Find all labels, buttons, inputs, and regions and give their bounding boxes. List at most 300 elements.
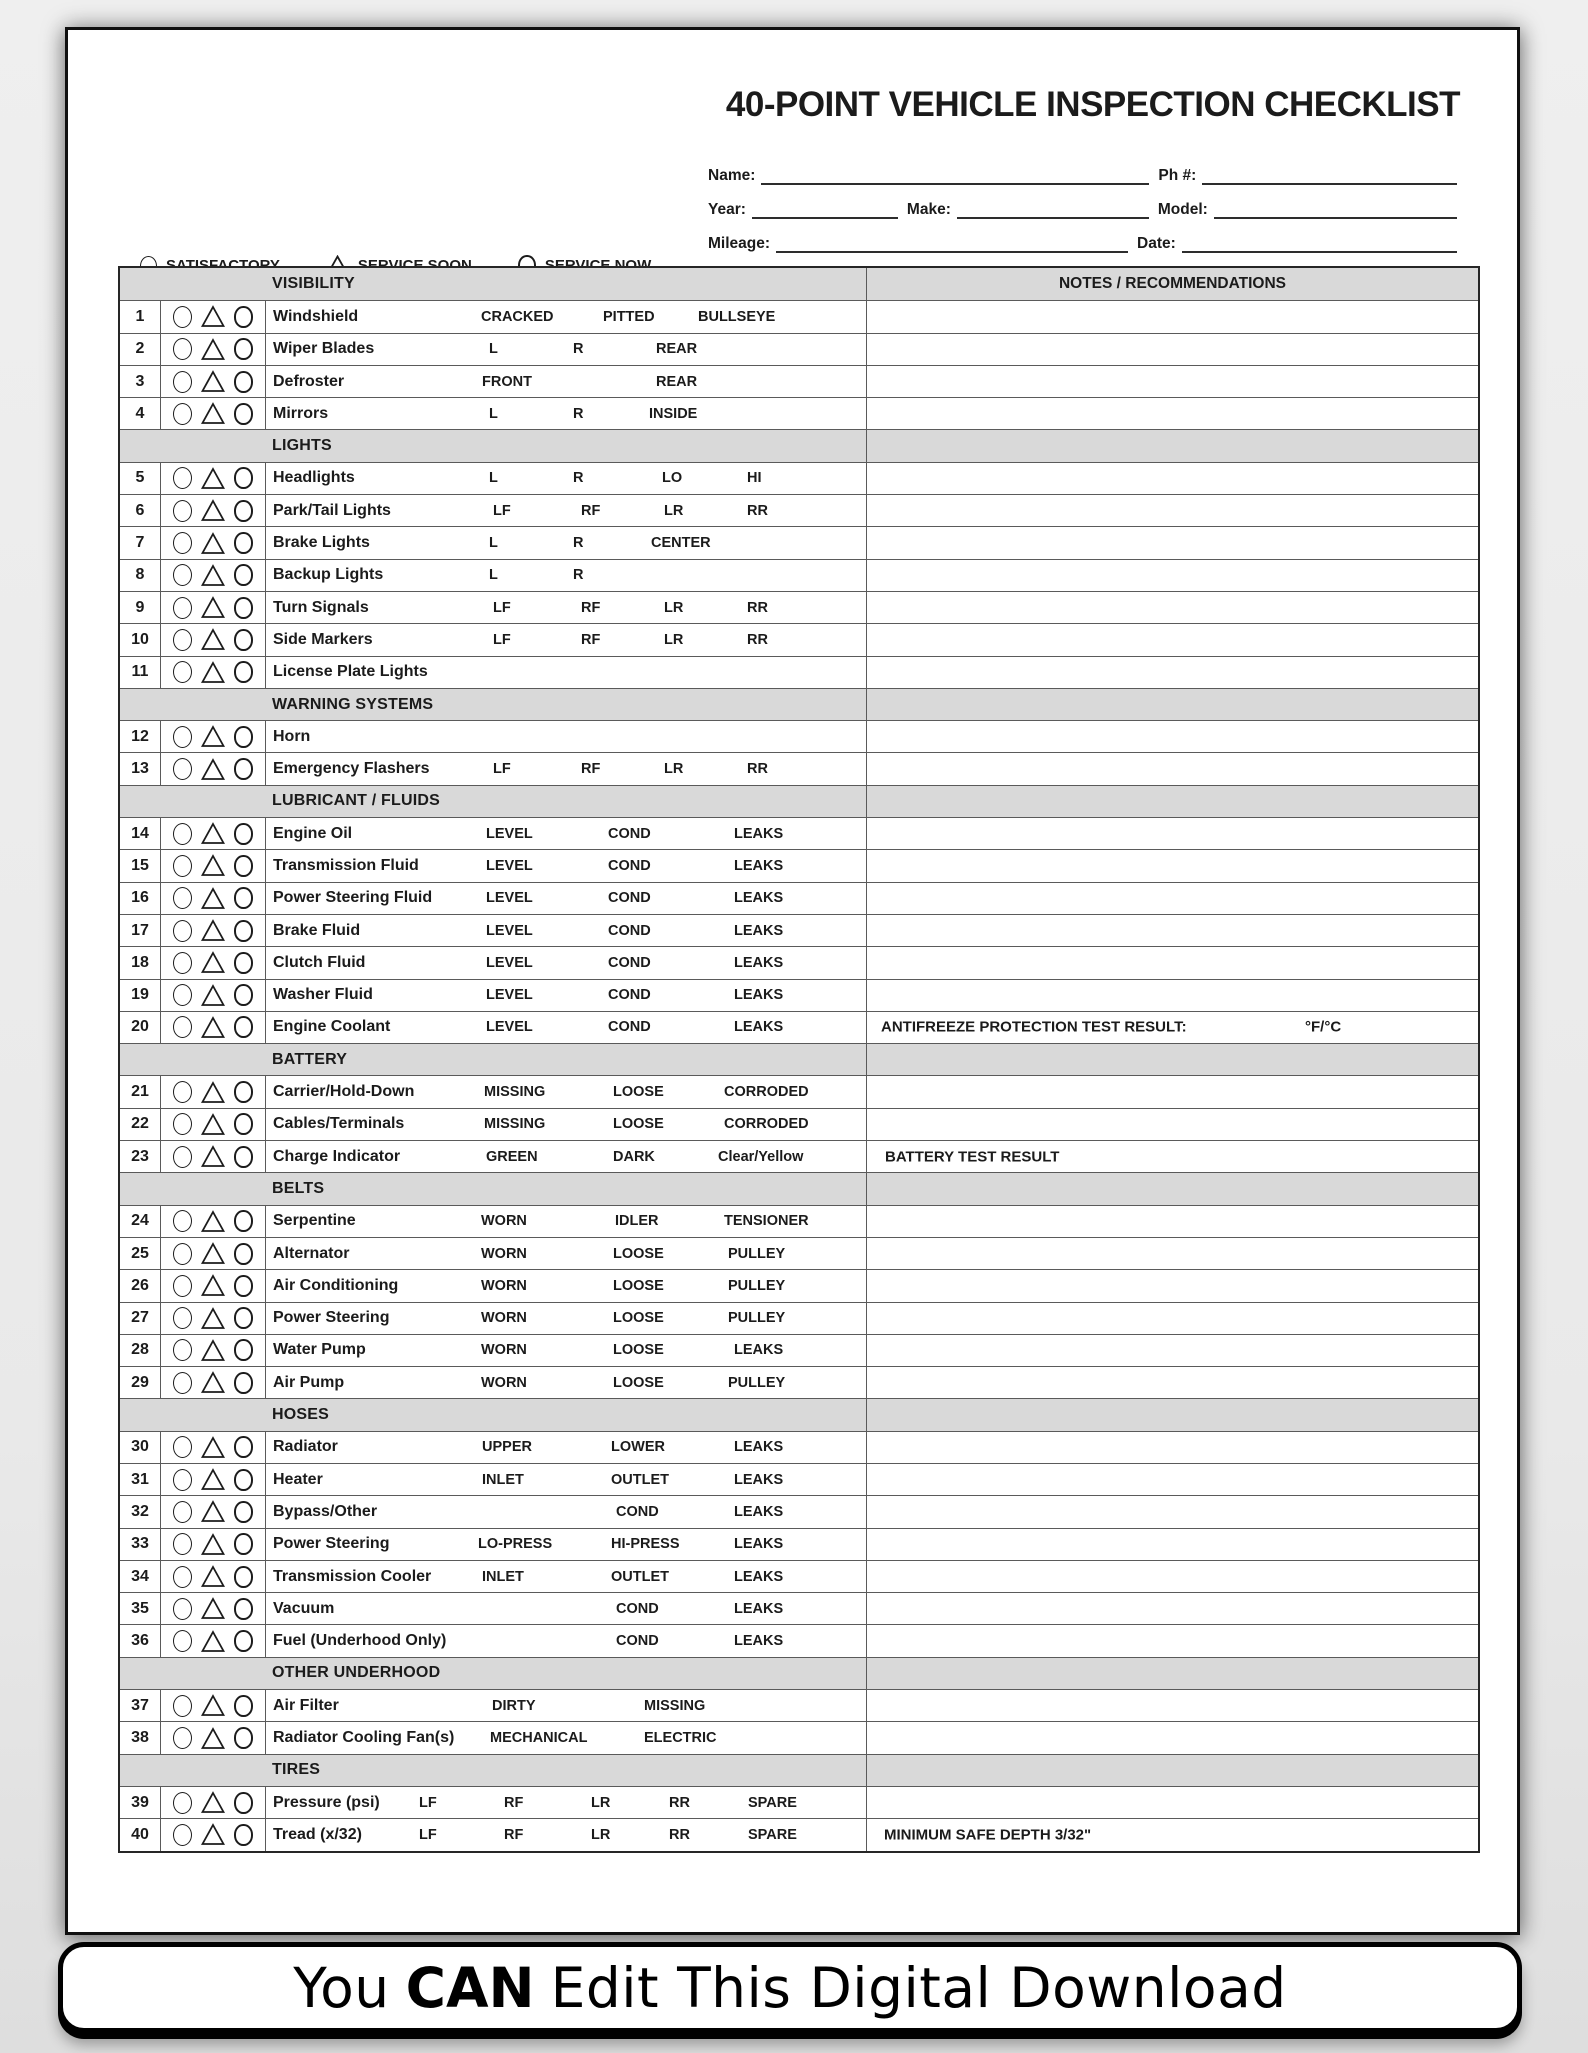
service-soon-triangle-icon[interactable]: [201, 402, 225, 425]
checklist-row: [120, 1592, 1478, 1624]
service-soon-triangle-icon[interactable]: [201, 1339, 225, 1362]
row-number: 33: [120, 1529, 161, 1560]
service-soon-triangle-icon[interactable]: [201, 1565, 225, 1588]
notes-cell[interactable]: [866, 1529, 1478, 1560]
satisfactory-circle-icon[interactable]: [173, 1372, 192, 1394]
condition-label: LEAKS: [734, 890, 784, 907]
condition-label: LEVEL: [486, 857, 533, 874]
mileage-field-line[interactable]: [776, 228, 1128, 253]
service-soon-triangle-icon[interactable]: [201, 854, 225, 877]
note-text: BATTERY TEST RESULT: [885, 1148, 1060, 1166]
item-cell: [266, 1561, 866, 1592]
satisfactory-circle-icon[interactable]: [173, 1792, 192, 1814]
section-header-row: [120, 1754, 1478, 1786]
service-soon-triangle-icon[interactable]: [201, 338, 225, 361]
service-now-circle-icon[interactable]: [234, 1339, 253, 1361]
condition-label: UPPER: [482, 1439, 532, 1456]
condition-label: DARK: [613, 1148, 655, 1165]
service-now-circle-icon[interactable]: [234, 1566, 253, 1588]
service-now-circle-icon[interactable]: [234, 920, 253, 942]
service-now-circle-icon[interactable]: [234, 1533, 253, 1555]
service-now-circle-icon[interactable]: [234, 1792, 253, 1814]
service-soon-triangle-icon[interactable]: [201, 1823, 225, 1846]
notes-cell[interactable]: [866, 1690, 1478, 1721]
item-name: Park/Tail Lights: [273, 501, 391, 519]
satisfactory-circle-icon[interactable]: [173, 1339, 192, 1361]
service-soon-triangle-icon[interactable]: [201, 1016, 225, 1039]
page-title: 40-POINT VEHICLE INSPECTION CHECKLIST: [725, 85, 1460, 124]
notes-cell[interactable]: [866, 753, 1478, 784]
row-number: 9: [120, 592, 161, 623]
satisfactory-circle-icon[interactable]: [173, 1630, 192, 1652]
notes-cell[interactable]: [866, 1238, 1478, 1269]
item-cell: [266, 883, 866, 914]
condition-label: LF: [419, 1794, 437, 1811]
condition-label: R: [573, 405, 584, 422]
service-now-circle-icon[interactable]: [234, 403, 253, 425]
satisfactory-circle-icon[interactable]: [173, 758, 192, 780]
condition-label: L: [489, 470, 498, 487]
notes-cell[interactable]: [866, 1076, 1478, 1107]
condition-label: RR: [747, 761, 768, 778]
service-now-circle-icon[interactable]: [234, 1598, 253, 1620]
note-text: °F/°C: [1305, 1018, 1342, 1036]
service-soon-triangle-icon[interactable]: [201, 1500, 225, 1523]
condition-label: INLET: [482, 1568, 524, 1585]
satisfactory-circle-icon[interactable]: [173, 467, 192, 489]
service-soon-triangle-icon[interactable]: [201, 1436, 225, 1459]
satisfactory-circle-icon[interactable]: [173, 564, 192, 586]
service-soon-triangle-icon[interactable]: [201, 1113, 225, 1136]
service-soon-triangle-icon[interactable]: [201, 305, 225, 328]
service-soon-triangle-icon[interactable]: [201, 370, 225, 393]
item-cell: [266, 366, 866, 397]
condition-label: RF: [581, 599, 601, 616]
banner-text-post: Edit This Digital Download: [550, 1955, 1287, 2020]
notes-cell[interactable]: [866, 463, 1478, 494]
row-number: 1: [120, 301, 161, 332]
item-name: Defroster: [273, 372, 345, 390]
checklist-row: [120, 1108, 1478, 1140]
service-now-circle-icon[interactable]: [234, 629, 253, 651]
notes-cell[interactable]: [866, 1722, 1478, 1753]
row-number: 2: [120, 334, 161, 365]
item-name: Cables/Terminals: [273, 1115, 405, 1133]
service-now-circle-icon[interactable]: [234, 564, 253, 586]
section-notes-cell: [866, 1658, 1478, 1689]
satisfactory-circle-icon[interactable]: [173, 1598, 192, 1620]
condition-label: LEAKS: [734, 1633, 784, 1650]
section-title: BELTS: [272, 1179, 325, 1197]
rating-symbols: [161, 1561, 266, 1592]
condition-label: R: [573, 567, 584, 584]
item-name: Engine Oil: [273, 824, 353, 842]
notes-cell[interactable]: [866, 915, 1478, 946]
service-soon-triangle-icon[interactable]: [201, 1597, 225, 1620]
service-soon-triangle-icon[interactable]: [201, 564, 225, 587]
notes-cell[interactable]: [866, 560, 1478, 591]
service-soon-triangle-icon[interactable]: [201, 919, 225, 942]
notes-cell[interactable]: [866, 1819, 1478, 1850]
notes-cell[interactable]: [866, 1335, 1478, 1366]
satisfactory-circle-icon[interactable]: [173, 1016, 192, 1038]
row-number: 36: [120, 1625, 161, 1656]
section-header-row: [120, 268, 1478, 300]
service-soon-triangle-icon[interactable]: [201, 1533, 225, 1556]
rating-symbols: [161, 657, 266, 688]
condition-label: L: [489, 341, 498, 358]
satisfactory-circle-icon[interactable]: [173, 1146, 192, 1168]
service-now-circle-icon[interactable]: [234, 1210, 253, 1232]
item-cell: [266, 1593, 866, 1624]
condition-label: WORN: [481, 1374, 527, 1391]
item-cell: [266, 753, 866, 784]
item-cell: [266, 1722, 866, 1753]
satisfactory-circle-icon[interactable]: [173, 306, 192, 328]
service-soon-triangle-icon[interactable]: [201, 661, 225, 684]
notes-cell[interactable]: [866, 1593, 1478, 1624]
notes-cell[interactable]: [866, 1270, 1478, 1301]
condition-label: GREEN: [486, 1148, 538, 1165]
notes-cell[interactable]: [866, 1432, 1478, 1463]
service-soon-triangle-icon[interactable]: [201, 758, 225, 781]
section-title: LUBRICANT / FLUIDS: [272, 792, 441, 810]
satisfactory-circle-icon[interactable]: [173, 1501, 192, 1523]
notes-cell[interactable]: [866, 366, 1478, 397]
satisfactory-circle-icon[interactable]: [173, 823, 192, 845]
rating-symbols: [161, 527, 266, 558]
checklist-row: [120, 494, 1478, 526]
row-number: 26: [120, 1270, 161, 1301]
notes-cell[interactable]: [866, 947, 1478, 978]
condition-label: RR: [747, 502, 768, 519]
item-name: Serpentine: [273, 1212, 356, 1230]
service-soon-triangle-icon[interactable]: [201, 499, 225, 522]
condition-label: SPARE: [748, 1826, 797, 1843]
service-now-circle-icon[interactable]: [234, 1243, 253, 1265]
model-field-line[interactable]: [1214, 194, 1457, 219]
satisfactory-circle-icon[interactable]: [173, 1566, 192, 1588]
notes-cell[interactable]: [866, 1561, 1478, 1592]
checklist-row: [120, 1237, 1478, 1269]
service-now-circle-icon[interactable]: [234, 1695, 253, 1717]
satisfactory-circle-icon[interactable]: [173, 338, 192, 360]
item-cell: [266, 334, 866, 365]
service-now-circle-icon[interactable]: [234, 1469, 253, 1491]
service-now-circle-icon[interactable]: [234, 338, 253, 360]
service-now-circle-icon[interactable]: [234, 467, 253, 489]
row-number: 37: [120, 1690, 161, 1721]
satisfactory-circle-icon[interactable]: [173, 1533, 192, 1555]
service-soon-triangle-icon[interactable]: [201, 1307, 225, 1330]
item-cell: [266, 1303, 866, 1334]
notes-cell[interactable]: [866, 527, 1478, 558]
satisfactory-circle-icon[interactable]: [173, 1113, 192, 1135]
notes-cell[interactable]: [866, 301, 1478, 332]
service-now-circle-icon[interactable]: [234, 532, 253, 554]
service-soon-triangle-icon[interactable]: [201, 1371, 225, 1394]
service-now-circle-icon[interactable]: [234, 1372, 253, 1394]
satisfactory-circle-icon[interactable]: [173, 984, 192, 1006]
condition-label: Clear/Yellow: [718, 1148, 804, 1165]
item-name: Power Steering: [273, 1309, 390, 1327]
item-cell: [266, 1496, 866, 1527]
notes-cell[interactable]: [866, 1303, 1478, 1334]
satisfactory-circle-icon[interactable]: [173, 855, 192, 877]
service-now-circle-icon[interactable]: [234, 661, 253, 683]
satisfactory-circle-icon[interactable]: [173, 500, 192, 522]
row-number: 38: [120, 1722, 161, 1753]
banner-text-bold: CAN: [405, 1955, 535, 2020]
checklist-row: [120, 1689, 1478, 1721]
date-label: Date:: [1137, 235, 1176, 252]
condition-label: LO-PRESS: [478, 1536, 553, 1553]
condition-label: DIRTY: [492, 1697, 536, 1714]
notes-cell[interactable]: [866, 883, 1478, 914]
make-field-line[interactable]: [957, 194, 1149, 219]
rating-symbols: [161, 495, 266, 526]
satisfactory-circle-icon[interactable]: [173, 1695, 192, 1717]
service-soon-triangle-icon[interactable]: [201, 532, 225, 555]
satisfactory-circle-icon[interactable]: [173, 1081, 192, 1103]
notes-cell[interactable]: [866, 850, 1478, 881]
notes-cell[interactable]: [866, 818, 1478, 849]
year-field-line[interactable]: [752, 194, 898, 219]
item-cell: [266, 1141, 866, 1172]
satisfactory-circle-icon[interactable]: [173, 371, 192, 393]
service-now-circle-icon[interactable]: [234, 1727, 253, 1749]
item-name: Power Steering Fluid: [273, 889, 433, 907]
service-now-circle-icon[interactable]: [234, 984, 253, 1006]
row-number: 13: [120, 753, 161, 784]
service-soon-triangle-icon[interactable]: [201, 628, 225, 651]
service-now-circle-icon[interactable]: [234, 1630, 253, 1652]
notes-cell[interactable]: [866, 1109, 1478, 1140]
row-number: 28: [120, 1335, 161, 1366]
checklist-page: [65, 27, 1520, 1935]
service-now-circle-icon[interactable]: [234, 726, 253, 748]
notes-cell[interactable]: [866, 1367, 1478, 1398]
notes-cell[interactable]: [866, 334, 1478, 365]
condition-label: LEAKS: [734, 1600, 784, 1617]
row-number: 27: [120, 1303, 161, 1334]
notes-cell[interactable]: [866, 1464, 1478, 1495]
item-name: Heater: [273, 1470, 323, 1488]
service-now-circle-icon[interactable]: [234, 758, 253, 780]
section-title: WARNING SYSTEMS: [272, 695, 434, 713]
condition-label: LEAKS: [734, 922, 784, 939]
condition-label: LEAKS: [734, 1536, 784, 1553]
service-now-circle-icon[interactable]: [234, 371, 253, 393]
condition-label: HI-PRESS: [611, 1536, 680, 1553]
item-name: Air Pump: [273, 1373, 345, 1391]
satisfactory-circle-icon[interactable]: [173, 1824, 192, 1846]
service-now-circle-icon[interactable]: [234, 306, 253, 328]
checklist-row: [120, 1302, 1478, 1334]
section-title: VISIBILITY: [272, 275, 355, 293]
row-number: 6: [120, 495, 161, 526]
service-now-circle-icon[interactable]: [234, 855, 253, 877]
notes-cell[interactable]: [866, 495, 1478, 526]
rating-symbols: [161, 1496, 266, 1527]
service-now-circle-icon[interactable]: [234, 1081, 253, 1103]
service-soon-triangle-icon[interactable]: [201, 1791, 225, 1814]
satisfactory-circle-icon[interactable]: [173, 726, 192, 748]
item-cell: [266, 1787, 866, 1818]
service-now-circle-icon[interactable]: [234, 500, 253, 522]
date-field-line[interactable]: [1182, 228, 1457, 253]
row-number: 7: [120, 527, 161, 558]
checklist-row: [120, 1431, 1478, 1463]
satisfactory-circle-icon[interactable]: [173, 597, 192, 619]
condition-label: OUTLET: [611, 1568, 669, 1585]
name-field-line[interactable]: [761, 160, 1149, 185]
service-now-circle-icon[interactable]: [234, 1824, 253, 1846]
rating-symbols: [161, 1206, 266, 1237]
condition-label: COND: [608, 954, 651, 971]
satisfactory-circle-icon[interactable]: [173, 1307, 192, 1329]
rating-symbols: [161, 1529, 266, 1560]
condition-label: LOOSE: [613, 1342, 664, 1359]
service-now-circle-icon[interactable]: [234, 597, 253, 619]
service-soon-triangle-icon[interactable]: [201, 887, 225, 910]
row-number: 25: [120, 1238, 161, 1269]
condition-label: WORN: [481, 1277, 527, 1294]
notes-cell[interactable]: [866, 1496, 1478, 1527]
condition-label: INLET: [482, 1471, 524, 1488]
checklist-row: [120, 914, 1478, 946]
item-name: Tread (x/32): [273, 1825, 362, 1843]
service-now-circle-icon[interactable]: [234, 1275, 253, 1297]
checklist-row: [120, 559, 1478, 591]
item-name: Emergency Flashers: [273, 760, 430, 778]
service-soon-triangle-icon[interactable]: [201, 1468, 225, 1491]
satisfactory-circle-icon[interactable]: [173, 661, 192, 683]
notes-cell[interactable]: [866, 1625, 1478, 1656]
service-now-circle-icon[interactable]: [234, 887, 253, 909]
service-soon-triangle-icon[interactable]: [201, 951, 225, 974]
service-now-circle-icon[interactable]: [234, 1436, 253, 1458]
row-number: 35: [120, 1593, 161, 1624]
condition-label: PULLEY: [728, 1277, 786, 1294]
item-cell: [266, 947, 866, 978]
condition-label: COND: [616, 1503, 659, 1520]
section-title: LIGHTS: [272, 437, 332, 455]
service-soon-triangle-icon[interactable]: [201, 822, 225, 845]
service-soon-triangle-icon[interactable]: [201, 1274, 225, 1297]
satisfactory-circle-icon[interactable]: [173, 629, 192, 651]
checklist-row: [120, 333, 1478, 365]
satisfactory-circle-icon[interactable]: [173, 1727, 192, 1749]
item-cell: [266, 915, 866, 946]
condition-label: TENSIONER: [724, 1213, 809, 1230]
satisfactory-circle-icon[interactable]: [173, 952, 192, 974]
row-number: 29: [120, 1367, 161, 1398]
notes-cell[interactable]: [866, 1012, 1478, 1043]
notes-cell[interactable]: [866, 980, 1478, 1011]
condition-label: RR: [747, 631, 768, 648]
service-soon-triangle-icon[interactable]: [201, 1727, 225, 1750]
condition-label: LEVEL: [486, 922, 533, 939]
condition-label: MECHANICAL: [490, 1730, 588, 1746]
service-soon-triangle-icon[interactable]: [201, 1694, 225, 1717]
satisfactory-circle-icon[interactable]: [173, 532, 192, 554]
service-soon-triangle-icon[interactable]: [201, 1081, 225, 1104]
condition-label: COND: [608, 922, 651, 939]
service-now-circle-icon[interactable]: [234, 1113, 253, 1135]
service-now-circle-icon[interactable]: [234, 1307, 253, 1329]
service-soon-triangle-icon[interactable]: [201, 1210, 225, 1233]
condition-label: LF: [493, 599, 511, 616]
notes-cell[interactable]: [866, 592, 1478, 623]
service-now-circle-icon[interactable]: [234, 1146, 253, 1168]
phone-field-line[interactable]: [1202, 160, 1457, 185]
service-soon-triangle-icon[interactable]: [201, 1145, 225, 1168]
satisfactory-circle-icon[interactable]: [173, 1275, 192, 1297]
checklist-row: [120, 849, 1478, 881]
notes-cell[interactable]: [866, 1206, 1478, 1237]
service-soon-triangle-icon[interactable]: [201, 1242, 225, 1265]
item-name: Engine Coolant: [273, 1018, 391, 1036]
service-now-circle-icon[interactable]: [234, 1016, 253, 1038]
notes-cell[interactable]: [866, 398, 1478, 429]
checklist-row: [120, 1624, 1478, 1656]
service-now-circle-icon[interactable]: [234, 952, 253, 974]
service-now-circle-icon[interactable]: [234, 1501, 253, 1523]
service-soon-triangle-icon[interactable]: [201, 467, 225, 490]
service-soon-triangle-icon[interactable]: [201, 984, 225, 1007]
row-number: 4: [120, 398, 161, 429]
service-soon-triangle-icon[interactable]: [201, 596, 225, 619]
service-soon-triangle-icon[interactable]: [201, 1630, 225, 1653]
satisfactory-circle-icon[interactable]: [173, 887, 192, 909]
satisfactory-circle-icon[interactable]: [173, 1243, 192, 1265]
satisfactory-circle-icon[interactable]: [173, 1210, 192, 1232]
notes-cell[interactable]: [866, 721, 1478, 752]
condition-label: WORN: [481, 1342, 527, 1359]
notes-cell[interactable]: [866, 657, 1478, 688]
condition-label: LEAKS: [734, 1471, 784, 1488]
condition-label: LEVEL: [486, 890, 533, 907]
note-text: ANTIFREEZE PROTECTION TEST RESULT:: [881, 1018, 1187, 1036]
satisfactory-circle-icon[interactable]: [173, 1469, 192, 1491]
notes-cell[interactable]: [866, 1787, 1478, 1818]
satisfactory-circle-icon[interactable]: [173, 1436, 192, 1458]
checklist-row: [120, 817, 1478, 849]
service-now-circle-icon[interactable]: [234, 823, 253, 845]
condition-label: R: [573, 470, 584, 487]
item-name: Side Markers: [273, 630, 373, 648]
notes-cell[interactable]: [866, 624, 1478, 655]
item-cell: [266, 592, 866, 623]
row-number: 34: [120, 1561, 161, 1592]
condition-label: CENTER: [651, 535, 711, 552]
section-header-row: [120, 688, 1478, 720]
condition-label: RF: [504, 1794, 524, 1811]
item-name: Backup Lights: [273, 566, 384, 584]
section-header-row: [120, 429, 1478, 461]
condition-label: RF: [581, 631, 601, 648]
notes-cell[interactable]: [866, 1141, 1478, 1172]
condition-label: INSIDE: [649, 405, 698, 422]
condition-label: LOOSE: [613, 1374, 664, 1391]
condition-label: LF: [419, 1826, 437, 1843]
satisfactory-circle-icon[interactable]: [173, 403, 192, 425]
satisfactory-circle-icon[interactable]: [173, 920, 192, 942]
section-notes-cell: [866, 430, 1478, 461]
service-soon-triangle-icon[interactable]: [201, 725, 225, 748]
checklist-row: [120, 720, 1478, 752]
